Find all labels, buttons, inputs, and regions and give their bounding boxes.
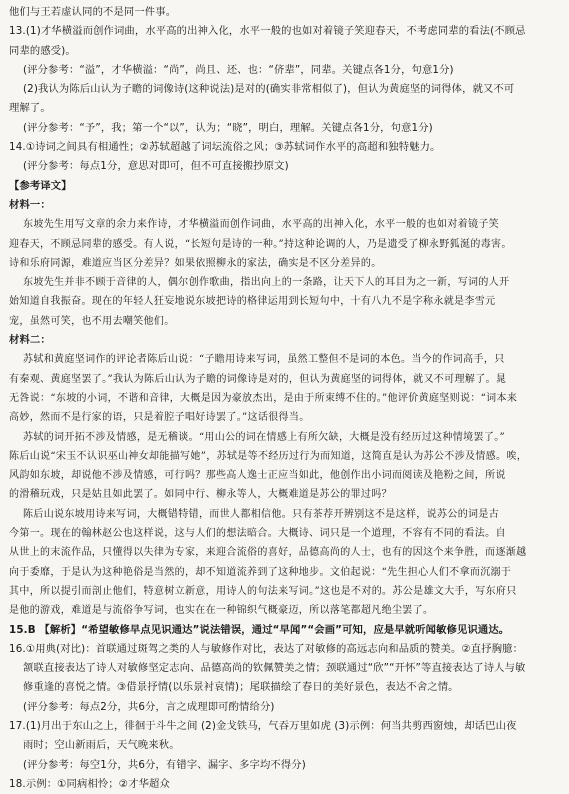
q16-answer: 16.①用典(对比)：首联通过斑驾之类的人与敏修作对比，表达了对敏修的高远志向和品质的赞美。②直抒胸臆： <box>9 642 524 655</box>
text-line: 雨时；空山新雨后，天气晚来秋。 <box>23 739 180 752</box>
q15-answer: 15.B 【解析】“希望敏修早点见识通达”说法错误，通过“早闻”“会画”可知，应是早就听闻敏修见识通达。 <box>9 623 510 636</box>
text-line: 颔联直接表达了诗人对敏修坚定志向、品德高尚的钦佩赞美之情；颈联通过“欣”“开怀”等直接表达了诗人与敏 <box>23 662 526 675</box>
scoring-note: (评分参考：每空1分，共6分，有错字、漏字、多字均不得分) <box>23 758 306 771</box>
translation-line: 诗和乐府同源，难道应当区分差异？如果依照柳永的家法，确实是不区分差异的。 <box>9 257 382 269</box>
text-line: 理解了。 <box>9 102 51 115</box>
translation-line: 东坡先生并非不顾于音律的人，偶尔创作歌曲，指出向上的一条路，让天下人的耳目为之一新，写词的人开 <box>23 277 510 289</box>
scoring-note: (评分参考：“溢”，才华横溢：“尚”，尚且、还、也：“侪辈”，同辈。关键点各1分，句意1分) <box>23 63 454 76</box>
translation-line: 陈后山说东坡用诗来写词，大概错特错，而世人都相信他。只有茶荐开辨别这不是这样，说苏公的词是古 <box>23 508 500 520</box>
text-line: 修重逢的喜悦之情。③借景抒情(以乐景衬哀情)；尾联描绘了春日的美好景色，表达不舍之情。 <box>23 681 459 694</box>
material-one-heading: 材料一： <box>9 198 51 211</box>
translation-line: 陈后山说“宋玉不认识巫山神女却能描写她”，苏轼是等不经历过行为而知道，这简直是认为苏公不涉及情感。唉， <box>9 450 528 462</box>
translation-line: 东坡先生用写文章的余力来作诗，才华横溢而创作词曲，水平高的出神入化，水平一般的也如对着镜子笑 <box>23 219 500 231</box>
translation-heading: 【参考译文】 <box>9 179 72 192</box>
translation-line: 高妙，然而不是行家的语，只是着腔子唱好诗罢了。”这话很得当。 <box>9 412 310 424</box>
text-line: 同辈的感受)。 <box>9 44 76 57</box>
q18-answer: 18.示例：①同病相怜；②才华超众 <box>9 777 170 790</box>
scoring-note: (评分参考：每点2分，共6分，言之成理即可酌情给分) <box>23 700 275 713</box>
translation-line: 迎春天，不顾忌同辈的感受。有人说，“长短句是诗的一种。”持这种论调的人，乃是遗受了柳永野狐涎的毒害。 <box>9 238 512 250</box>
translation-line: 无咎说：“东坡的小词，不谐和音律，大概是因为豪放杰出，是由于所束缚不住的。”他评价黄庭坚则说：“词本来 <box>9 392 518 404</box>
translation-line: 其中，所以提引而剖止他们，特意树立新意，用诗人的句法来写词。”这也是不对的。苏公是雄文大手，写东府只 <box>9 585 517 597</box>
translation-line: 有秦观、黄庭坚罢了。”我认为陈后山认为子瞻的词像诗是对的，但认为黄庭坚的词得体，就又不可理解了。晁 <box>9 373 507 385</box>
scoring-note: (评分参考：每点1分，意思对即可，但不可直接搬抄原文) <box>23 160 289 173</box>
translation-line: 从世上的末流作品，只懂得以失律为专家，来迎合流俗的喜好，品德高尚的人士，也有的因这个来争胜，而逐渐越 <box>9 547 527 559</box>
translation-line: 宠，虽然可笑，也不用去嘲笑他们。 <box>9 315 175 327</box>
q17-answer: 17.(1)月出于东山之上，徘徊于斗牛之间 (2)金戈铁马，气吞万里如虎 (3)示例：何当共剪西窗烛，却话巴山夜 <box>9 719 517 732</box>
translation-line: 向于委靡，于是认为这种艳俗是当然的，却不知道流养到了这种地步。文伯起说：“先生担心人们不拿而沉溺于 <box>9 566 512 578</box>
material-two-heading: 材料二： <box>9 334 51 347</box>
translation-line: 是他的游戏，难道是与流俗争写词，也实在在一种锦织气概豪迈，所以落笔都超凡绝尘罢了。 <box>9 605 434 617</box>
text-line: 他们与王若虚认同的不是同一件事。 <box>9 6 177 18</box>
translation-line: 始知道自我振奋。现在的年轻人狂妄地说东坡把诗的格律运用到长短句中，十有八九不是字称永就是李雪元 <box>9 296 496 308</box>
q13-answer: 13.(1)才华横溢而创作词曲，水平高的出神入化，水平一般的也如对着镜子笑迎春天，不考虑同辈的看法(不顾忌 <box>9 25 526 38</box>
translation-line: 苏轼的词开拓不涉及情感，是无稽谈。“用山公的词在情感上有所欠缺，大概是没有经历过这种情境罢了。” <box>23 431 506 443</box>
translation-line: 今第一。现在的翰林赵公也这样说，这与人们的想法暗合。大概诗、词只是一个道理，不容有不同的看法。自 <box>9 528 506 540</box>
scoring-note: (评分参考：“予”，我；第一个“以”，认为；“晓”，明白，理解。关键点各1分，句意1分) <box>23 121 433 134</box>
q14-answer: 14.①诗词之间具有相通性；②苏轼超越了词坛流俗之风；③苏轼词作水平的高超和独特魅力。 <box>9 141 441 154</box>
translation-line: 苏轼和黄庭坚词作的评论者陈后山说：“子瞻用诗来写词，虽然工整但不是词的本色。当今的作词高手，只 <box>23 354 505 366</box>
translation-line: 的滑稽玩戏，只是姑且如此罢了。如同中行、柳永等人，大概难道是苏公的罪过吗？ <box>9 489 392 501</box>
translation-line: 风韵如东坡，却说他不涉及情感，可行吗？那些高人逸士正应当如此，他创作出小词而阅读及艳粉之间，所说 <box>9 470 506 482</box>
text-line: (2)我认为陈后山认为子瞻的词像诗(这种说法)是对的(确实非常相似了)，但认为黄庭坚的词得体，就又不可 <box>23 83 515 96</box>
